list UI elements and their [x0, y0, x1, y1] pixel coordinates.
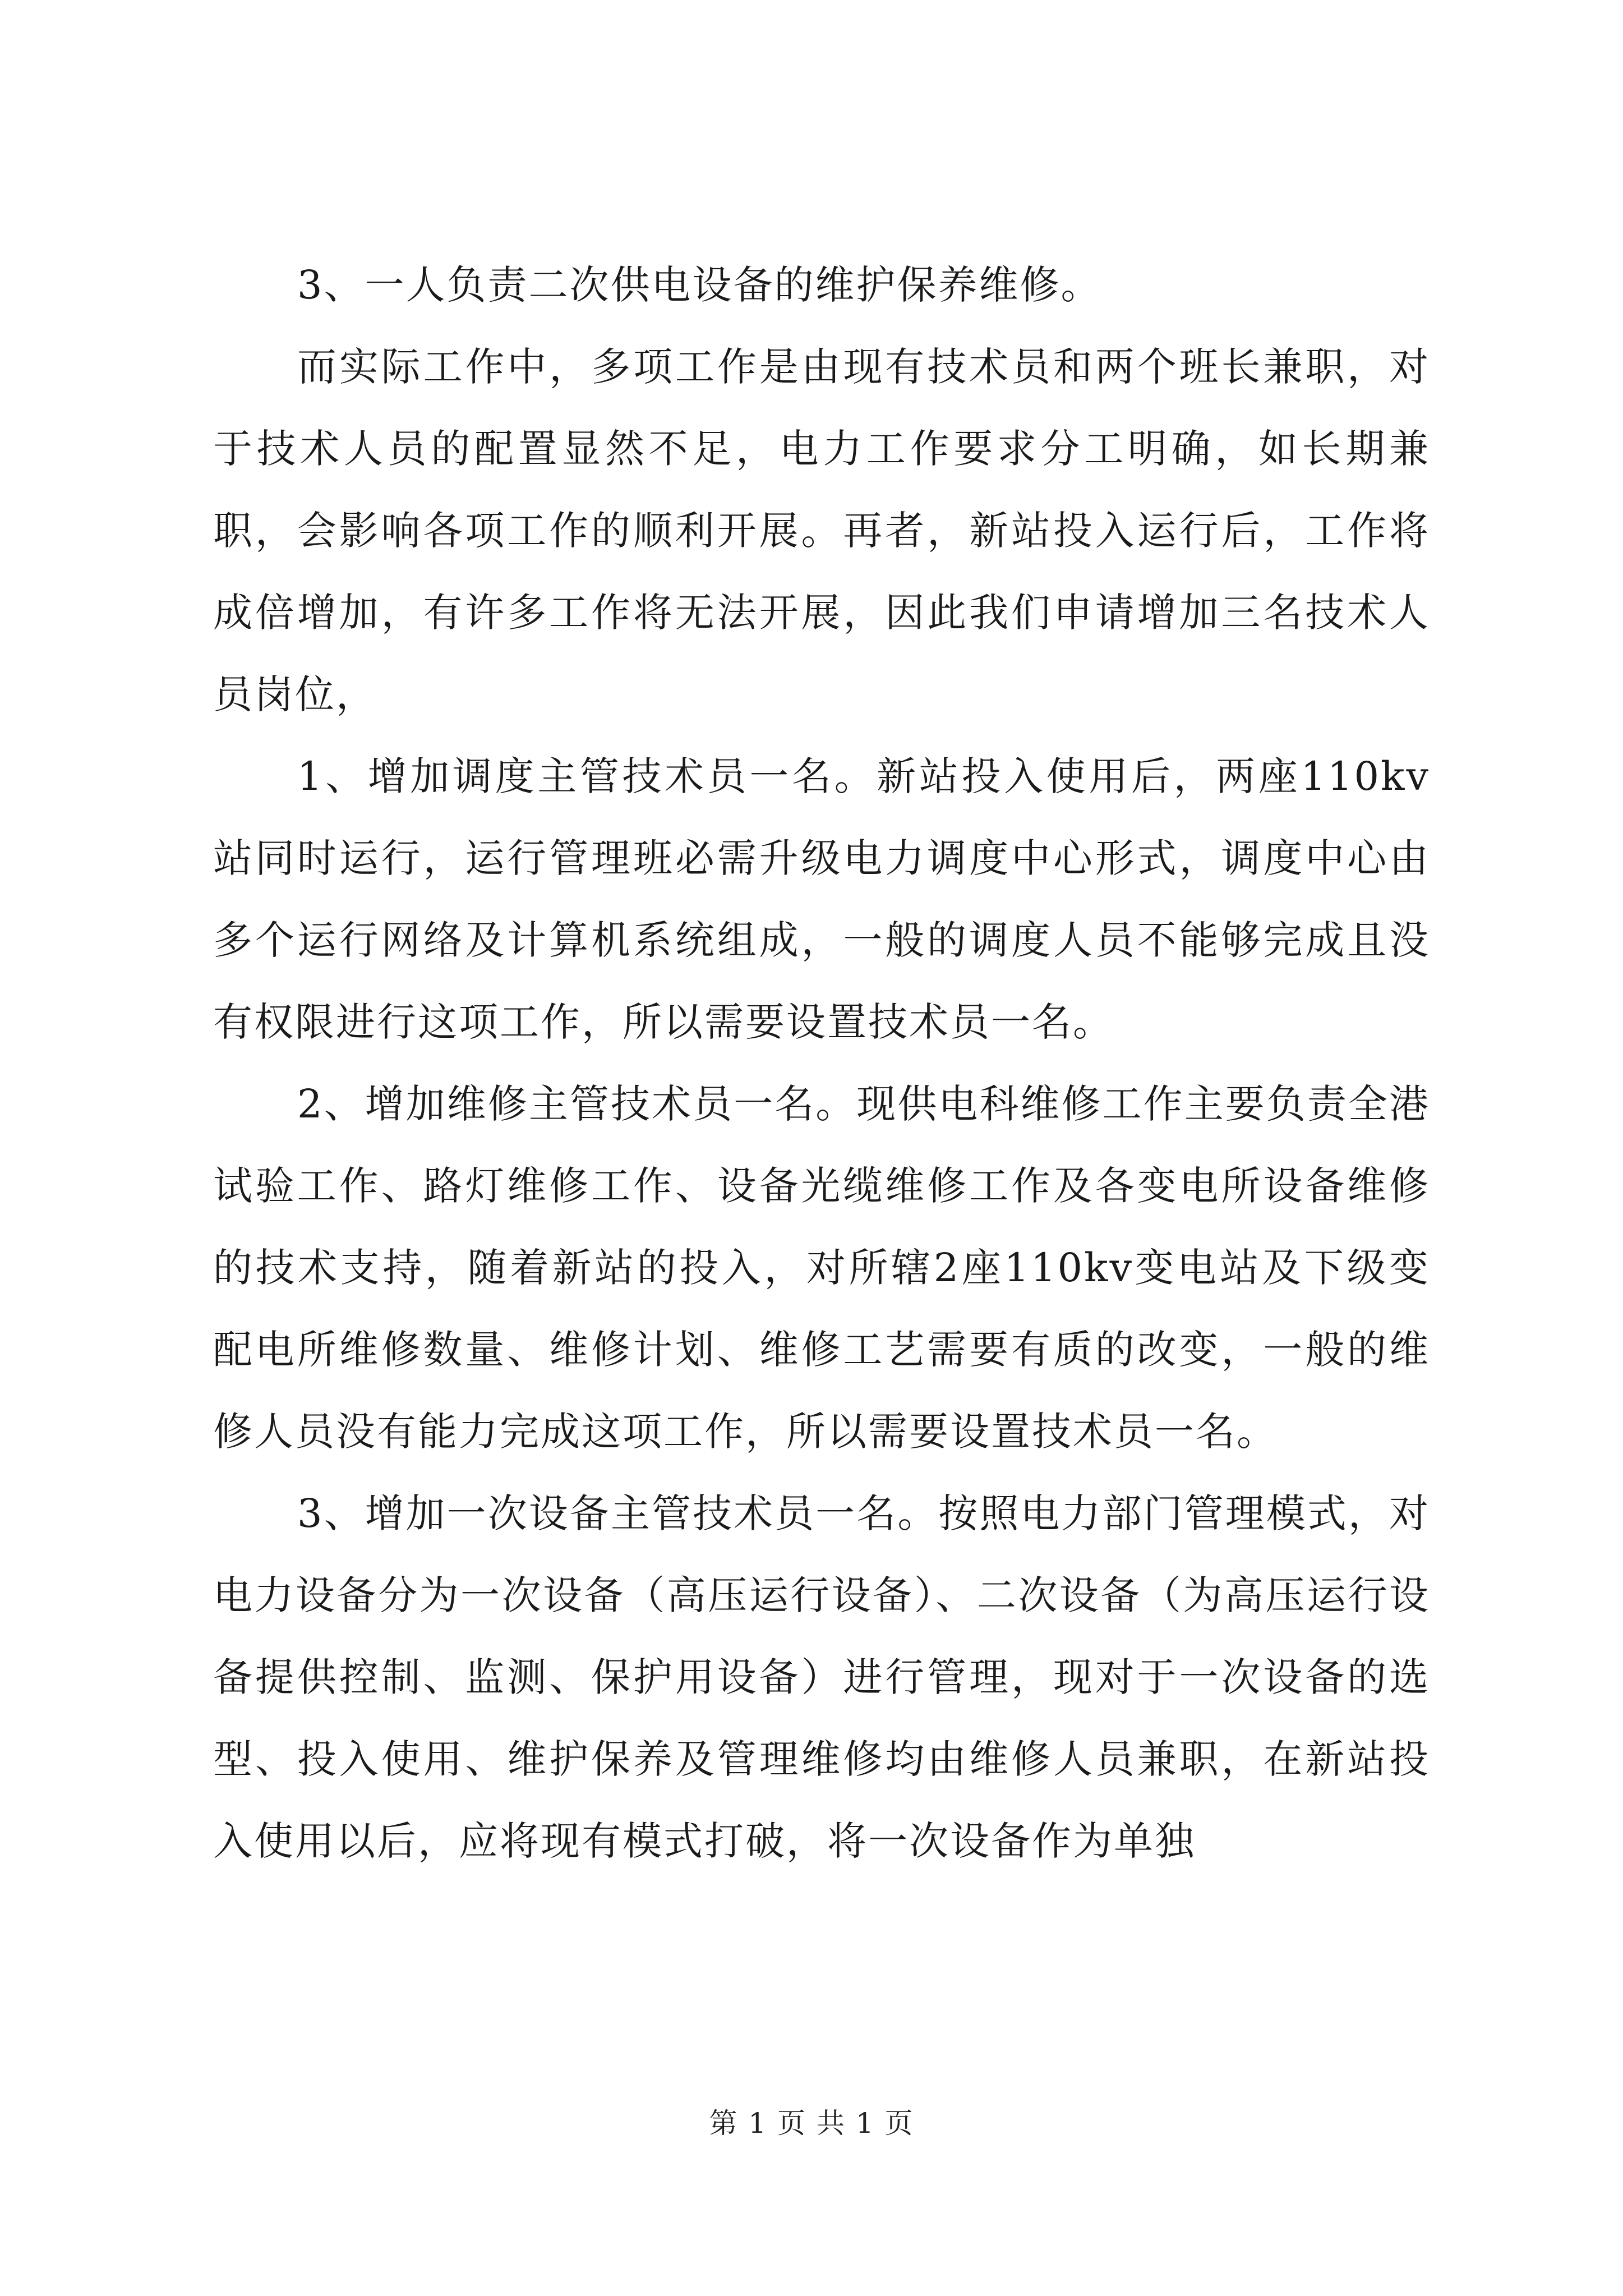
paragraph-4: 2、增加维修主管技术员一名。现供电科维修工作主要负责全港试验工作、路灯维修工作、设备光缆维修工作及各变电所设备维修的技术支持，随着新站的投入，对所辖2座110kv变电站及下级变配电所维修数量、维修计划、维修工艺需要有质的改变，一般的维修人员没有能力完成这项工作，所以需要设置技术员一名。: [213, 1081, 1430, 1455]
paragraph-3: 1、增加调度主管技术员一名。新站投入使用后，两座110kv站同时运行，运行管理班必需升级电力调度中心形式，调度中心由多个运行网络及计算机系统组成，一般的调度人员不能够完成且没有权限进行这项工作，所以需要设置技术员一名。: [213, 753, 1430, 1045]
paragraph-2: 而实际工作中，多项工作是由现有技术员和两个班长兼职，对于技术人员的配置显然不足，电力工作要求分工明确，如长期兼职，会影响各项工作的顺利开展。再者，新站投入运行后，工作将成倍增加，有许多工作将无法开展，因此我们申请增加三名技术人员岗位，: [213, 344, 1430, 717]
document-body: [213, 244, 1430, 1882]
page-footer: 第 1 页 共 1 页: [709, 2107, 914, 2139]
paragraph-5: 3、增加一次设备主管技术员一名。按照电力部门管理模式，对电力设备分为一次设备（高压运行设备）、二次设备（为高压运行设备提供控制、监测、保护用设备）进行管理，现对于一次设备的选型、投入使用、维护保养及管理维修均由维修人员兼职，在新站投入使用以后，应将现有模式打破，将一次设备作为单独: [213, 1490, 1430, 1864]
paragraph-1: 3、一人负责二次供电设备的维护保养维修。: [297, 262, 1102, 308]
